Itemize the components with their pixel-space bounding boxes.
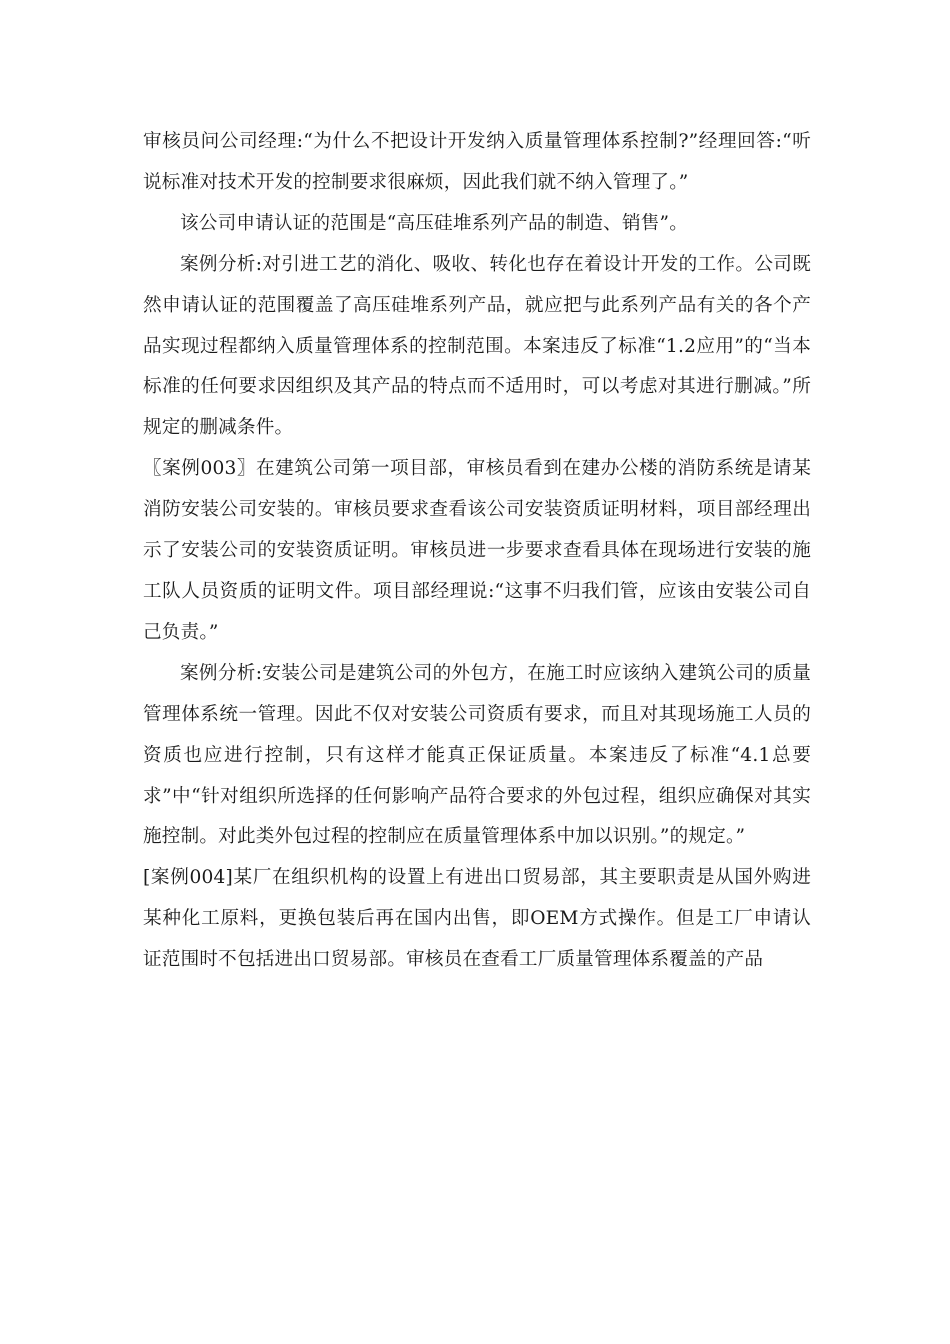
paragraph: 案例分析:安装公司是建筑公司的外包方，在施工时应该纳入建筑公司的质量管理体系统一管理。因此不仅对安装公司资质有要求，而且对其现场施工人员的资质也应进行控制，只有这样才能真正保证质量。本案违反了标准“4.1总要求”中“针对组织所选择的任何影响产品符合要求的外包过程，组织应确保对其实施控制。对此类外包过程的控制应在质量管理体系中加以识别。”的规定。” (143, 662, 811, 848)
paragraph: 案例分析:对引进工艺的消化、吸收、转化也存在着设计开发的工作。公司既然申请认证的范围覆盖了高压硅堆系列产品，就应把与此系列产品有关的各个产品实现过程都纳入质量管理体系的控制范围。本案违反了标准“1.2应用”的“当本标准的任何要求因组织及其产品的特点而不适用时，可以考虑对其进行删减。”所规定的删减条件。 (143, 253, 811, 439)
paragraph: 该公司申请认证的范围是“高压硅堆系列产品的制造、销售”。 (180, 212, 689, 234)
document-body (143, 122, 811, 981)
paragraph: 审核员问公司经理:“为什么不把设计开发纳入质量管理体系控制?”经理回答:“听说标准对技术开发的控制要求很麻烦，因此我们就不纳入管理了。” (143, 131, 811, 193)
paragraph: 〖案例003〗在建筑公司第一项目部，审核员看到在建办公楼的消防系统是请某消防安装公司安装的。审核员要求查看该公司安装资质证明材料，项目部经理出示了安装公司的安装资质证明。审核员进一步要求查看具体在现场进行安装的施工队人员资质的证明文件。项目部经理说:“这事不归我们管，应该由安装公司自己负责。” (143, 458, 811, 643)
paragraph: [案例004]某厂在组织机构的设置上有进出口贸易部，其主要职责是从国外购进某种化工原料，更换包装后再在国内出售，即OEM方式操作。但是工厂申请认证范围时不包括进出口贸易部。审核员在查看工厂质量管理体系覆盖的产品 (143, 867, 811, 971)
